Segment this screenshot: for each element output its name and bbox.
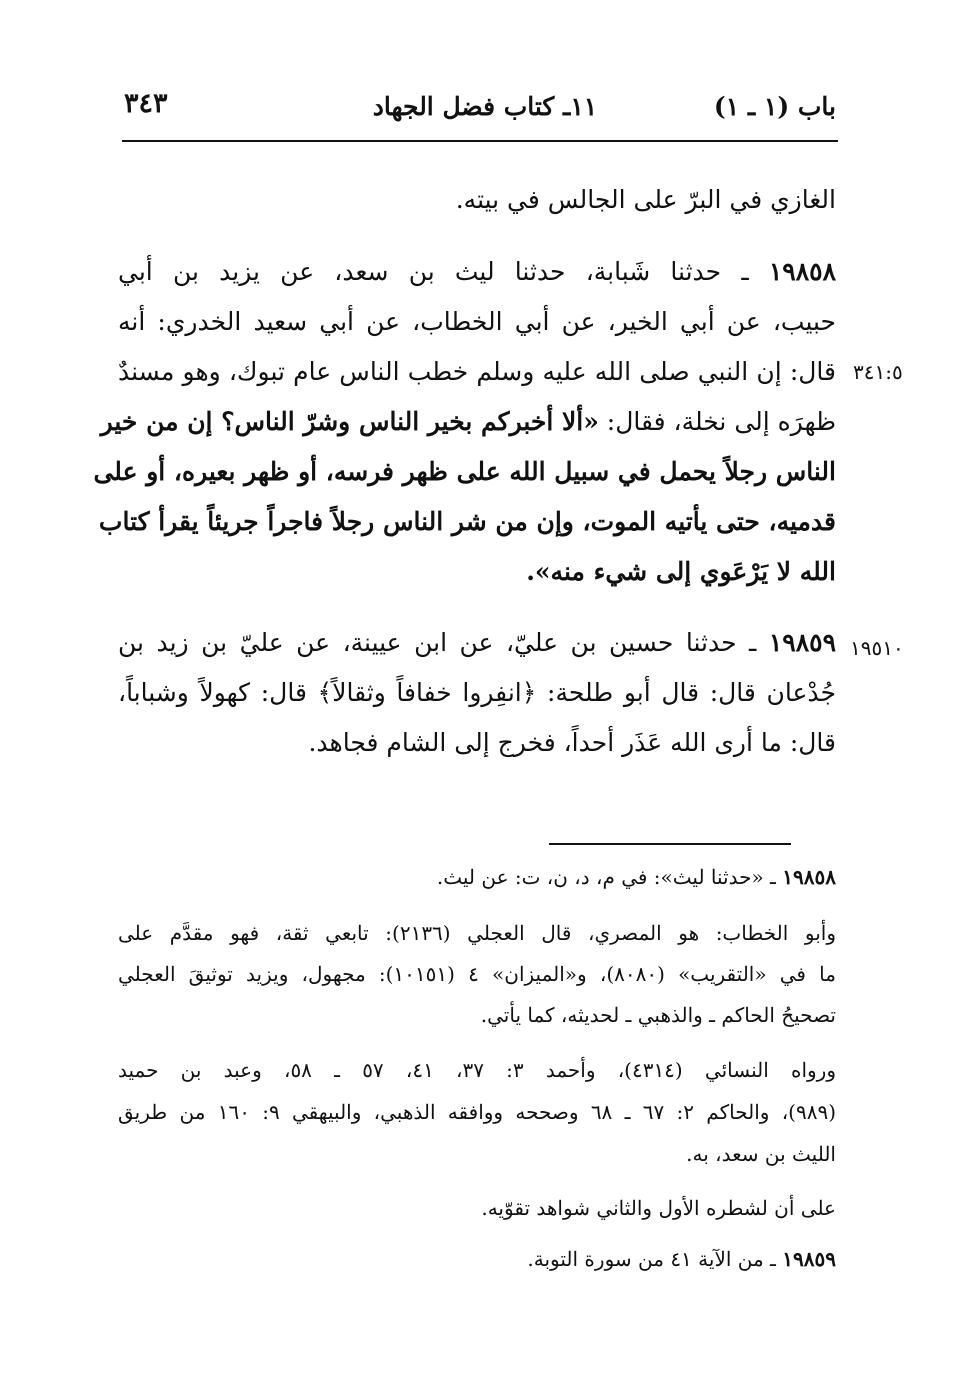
footnote-para-2-line-3: تصحيحُ الحاكم ـ والذهبي ـ لحديثه، كما يأتي. (480, 1003, 836, 1027)
hadith-number: ١٩٨٥٨ (768, 257, 836, 286)
footnote-2 (156, 1245, 836, 1273)
footnote-text: ـ «حدثنا ليث»: في م، د، ن، ت: عن ليث. (436, 865, 776, 889)
footnote-text: ـ من الآية ٤١ من سورة التوبة. (527, 1247, 776, 1271)
hadith-1-line-3: قال: إن النبي صلى الله عليه وسلم خطب الناس عام تبوك، وهو مسندٌ (118, 357, 836, 386)
hadith-number: ١٩٨٥٩ (768, 628, 836, 657)
hadith-1-line-4 (100, 405, 836, 439)
hadith-1-line-5: الناس رجلاً يحمل في سبيل الله على ظهر فرسه، أو ظهر بعيره، أو على (93, 457, 836, 486)
hadith-matn: «ألا أخبركم بخير الناس وشرّ الناس؟ إن من خير (100, 407, 599, 436)
footnote-divider (549, 843, 791, 845)
footnote-para-3-line-1: ورواه النسائي (٤٣١٤)، وأحمد ٣: ٣٧، ٤١، ٥٧ ـ ٥٨، وعبد بن حميد (118, 1058, 836, 1082)
intro-line: الغازي في البرّ على الجالس في بيته. (455, 185, 836, 214)
chapter-reference: باب (١ ـ ١) (713, 92, 836, 121)
hadith-text: ـ حدثنا شَبابة، حدثنا ليث بن سعد، عن يزيد بن أبي (118, 257, 749, 286)
margin-note: ١٩٥١٠ (850, 636, 904, 660)
hadith-1-line-2: حبيب، عن أبي الخير، عن أبي الخطاب، عن أبي سعيد الخدري: أنه (118, 307, 836, 336)
footnote-para-2-line-1: وأبو الخطاب: هو المصري، قال العجلي (٢١٣٦): تابعي ثقة، فهو مقدَّم على (118, 921, 837, 945)
hadith-1-line-6: قدميه، حتى يأتيه الموت، وإن من شر الناس رجلاً فاجراً جريئاً يقرأ كتاب (98, 507, 836, 536)
footnote-para-3-line-3: الليث بن سعد، به. (686, 1142, 836, 1166)
footnote-1 (156, 863, 836, 891)
page-number: ٣٤٣ (124, 88, 168, 119)
footnote-para-4: على أن لشطره الأول والثاني شواهد تقوّيه. (481, 1196, 836, 1220)
book-title: ١١ـ كتاب فضل الجهاد (372, 92, 598, 121)
hadith-1-line-1 (118, 255, 836, 289)
header-divider (122, 140, 838, 142)
footnote-para-2-line-2: ما في «التقريب» (٨٠٨٠)، و«الميزان» ٤ (١٠١٥١): مجهول، ويزيد توثيقَ العجلي (118, 962, 836, 986)
hadith-text: ظهرَه إلى نخلة، فقال: (606, 407, 836, 436)
hadith-1-line-7: الله لا يَرْعَوي إلى شيء منه». (526, 557, 836, 586)
footnote-number: ١٩٨٥٩ (782, 1247, 836, 1271)
hadith-2-line-2: جُدْعان قال: قال أبو طلحة: ﴿انفِروا خفافاً وثقالاً﴾ قال: كهولاً وشباباً، (118, 678, 836, 707)
hadith-2-line-1 (118, 626, 836, 660)
footnote-para-3-line-2: (٩٨٩)، والحاكم ٢: ٦٧ ـ ٦٨ وصححه ووافقه الذهبي، والبيهقي ٩: ١٦٠ من طريق (118, 1100, 836, 1124)
hadith-2-line-3: قال: ما أرى الله عَذَر أحداً، فخرج إلى الشام فجاهد. (308, 728, 836, 757)
footnote-number: ١٩٨٥٨ (782, 865, 836, 889)
hadith-text: ـ حدثنا حسين بن عليّ، عن ابن عيينة، عن عليّ بن زيد بن (118, 628, 757, 657)
margin-note: ٣٤١:٥ (853, 360, 903, 384)
